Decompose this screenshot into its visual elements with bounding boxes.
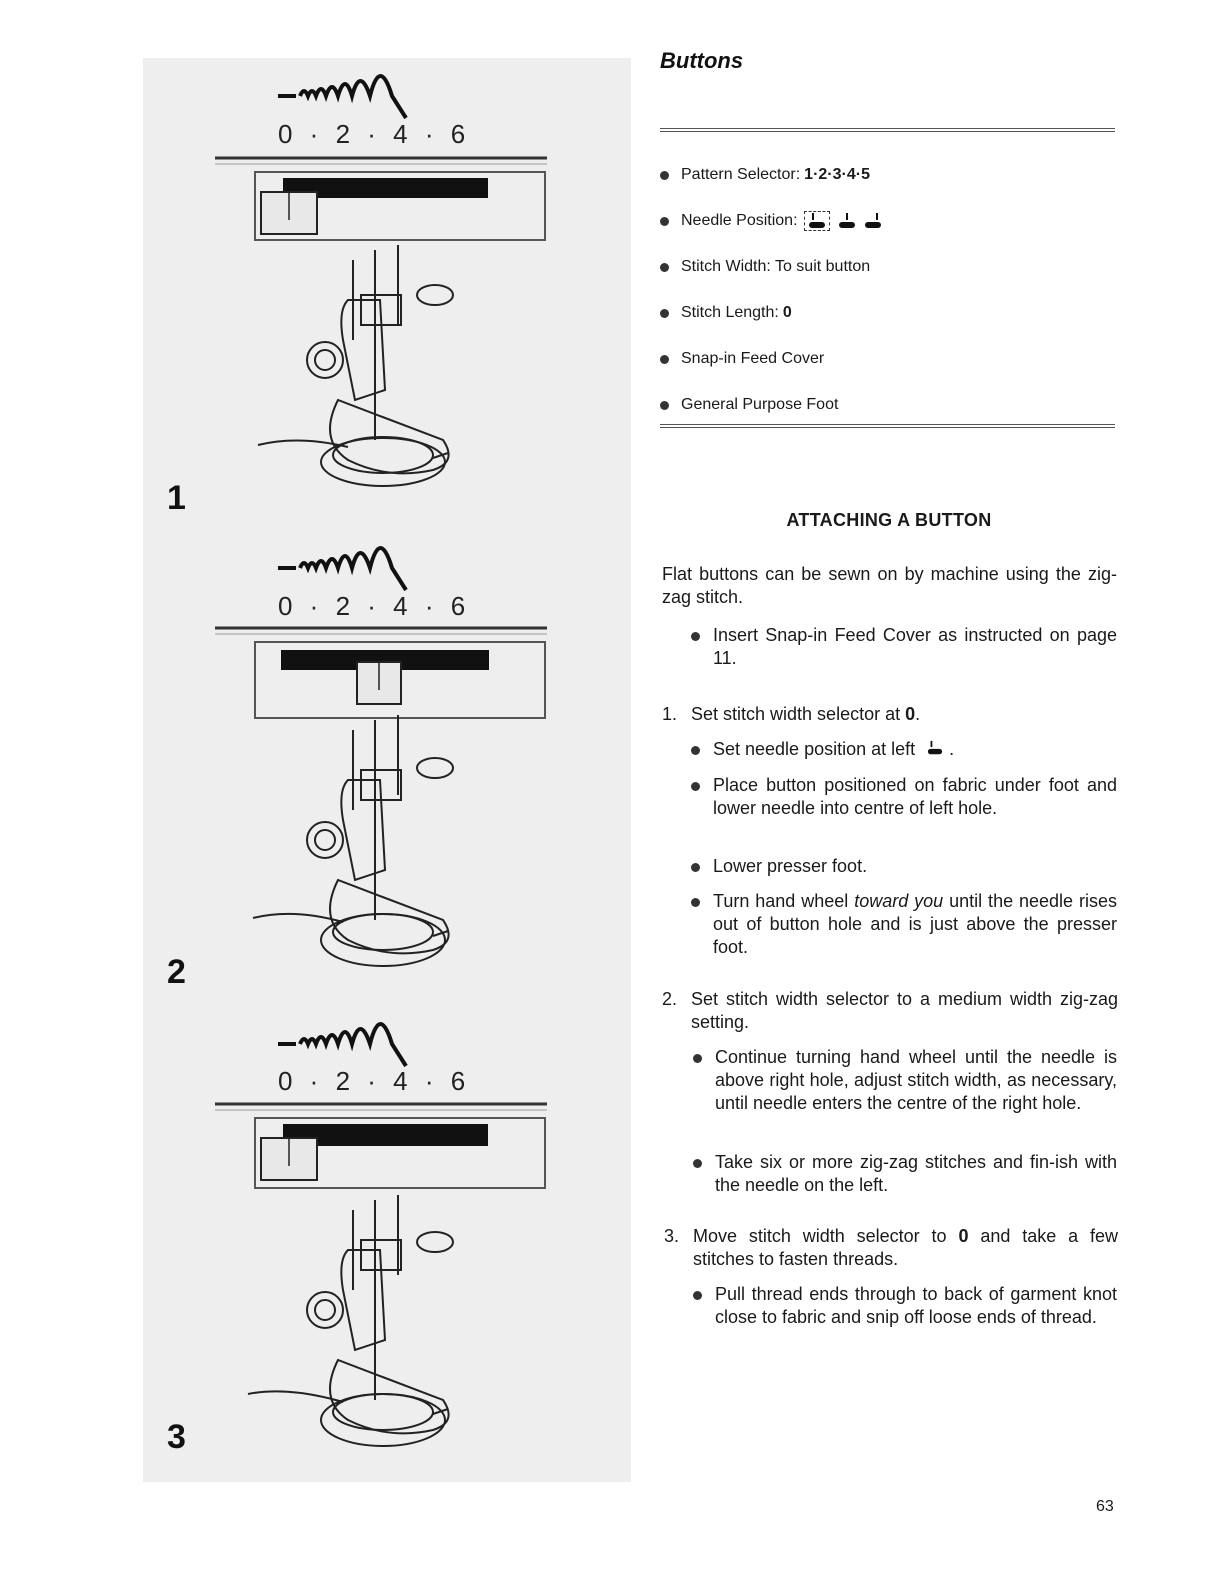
- list-item: Continue turning hand wheel until the needle is above right hole, adjust stitch width, as necessary, until needle enters the centre of the right hole.: [715, 1046, 1117, 1115]
- section-heading: ATTACHING A BUTTON: [786, 510, 992, 530]
- settings-item: Stitch Width: To suit button: [660, 244, 1120, 290]
- divider: [660, 424, 1115, 428]
- bullet-icon: [660, 217, 669, 226]
- intro-paragraph: Flat buttons can be sewn on by machine using the zig-zag stitch.: [662, 564, 1117, 607]
- settings-item: Pattern Selector: 1·2·3·4·5: [660, 152, 1120, 198]
- list-item: Pull thread ends through to back of garment knot close to fabric and snip off loose ends of thread.: [715, 1283, 1117, 1329]
- bullet-icon: [691, 863, 700, 872]
- settings-item: General Purpose Foot: [660, 382, 1120, 428]
- stitch-width-scale: 0 · 2 · 4 · 6: [278, 119, 468, 149]
- needle-right-icon: [864, 212, 882, 230]
- needle-position-icons: [804, 211, 882, 231]
- section-title: Buttons: [660, 48, 744, 73]
- bullet-icon: [660, 309, 669, 318]
- illustration-number: 2: [167, 953, 186, 991]
- bullet-icon: [691, 898, 700, 907]
- bullet-icon: [693, 1159, 702, 1168]
- settings-item: Needle Position:: [660, 198, 1120, 244]
- settings-item: Snap-in Feed Cover: [660, 336, 1120, 382]
- step-item: 3. Move stitch width selector to 0 and take a few stitches to fasten threads.: [664, 1226, 1118, 1269]
- step-item: 1. Set stitch width selector at 0.: [662, 704, 921, 724]
- bullet-icon: [691, 632, 700, 641]
- bullet-icon: [691, 782, 700, 791]
- list-item: Place button positioned on fabric under foot and lower needle into centre of left hole.: [713, 774, 1117, 820]
- stitch-width-scale: 0 · 2 · 4 · 6: [278, 1066, 468, 1096]
- bullet-icon: [693, 1291, 702, 1300]
- illustration-number: 1: [167, 479, 186, 517]
- page-number: 63: [1096, 1498, 1114, 1515]
- bullet-icon: [660, 401, 669, 410]
- list-item: Insert Snap-in Feed Cover as instructed on page 11.: [713, 624, 1117, 670]
- bullet-icon: [660, 263, 669, 272]
- bullet-icon: [693, 1054, 702, 1063]
- bullet-icon: [660, 355, 669, 364]
- settings-item: Stitch Length: 0: [660, 290, 1120, 336]
- list-item: Set needle position at left .: [713, 738, 1117, 761]
- needle-left-icon: [804, 211, 830, 231]
- needle-center-icon: [838, 212, 856, 230]
- divider: [660, 128, 1115, 132]
- bullet-icon: [660, 171, 669, 180]
- list-item: Lower presser foot.: [713, 855, 1117, 878]
- needle-left-icon: [926, 740, 944, 756]
- step-item: 2. Set stitch width selector to a medium width zig-zag setting.: [662, 989, 1118, 1032]
- bullet-icon: [691, 746, 700, 755]
- list-item: Turn hand wheel toward you until the needle rises out of button hole and is just above the presser foot.: [713, 890, 1117, 959]
- stitch-width-scale: 0 · 2 · 4 · 6: [278, 591, 468, 621]
- list-item: Take six or more zig-zag stitches and fin-ish with the needle on the left.: [715, 1151, 1117, 1197]
- settings-list: [660, 152, 1120, 428]
- illustration-number: 3: [167, 1418, 186, 1456]
